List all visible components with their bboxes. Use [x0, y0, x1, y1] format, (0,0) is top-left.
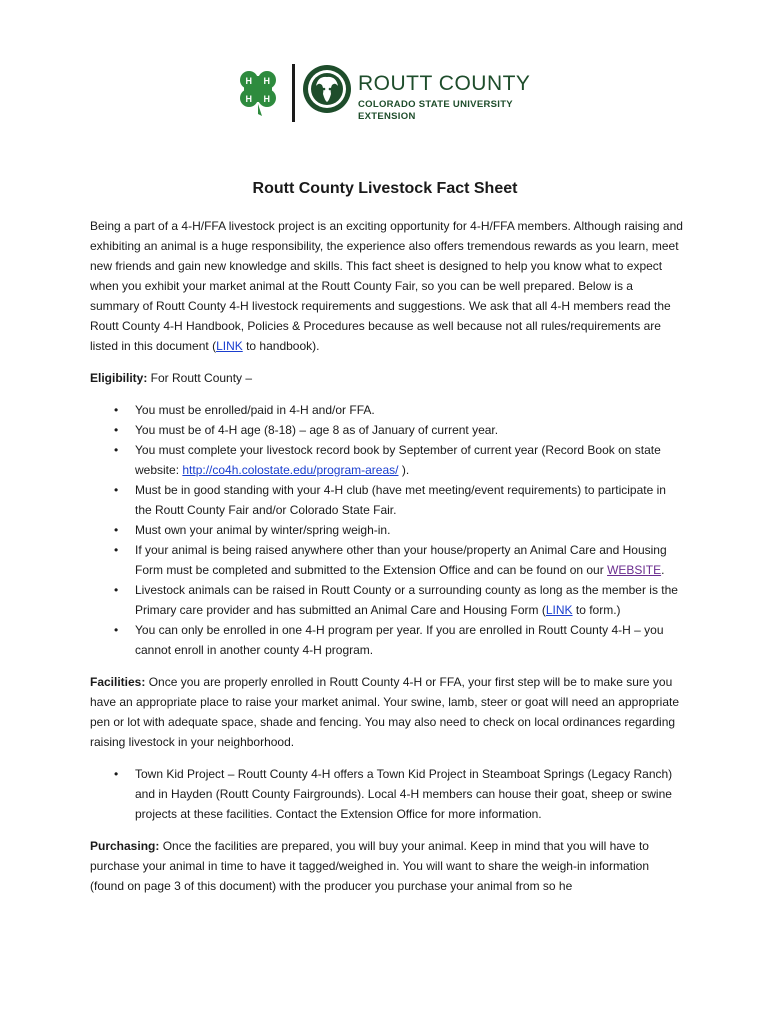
list-item: • Must be in good standing with your 4-H club (have met meeting/event requirements) to participate in the Routt County Fair and/or Colorado State Fair.	[90, 480, 685, 520]
form-link[interactable]: LINK	[545, 603, 573, 617]
list-item-text: Livestock animals can be raised in Routt County or a surrounding county as long as the member is the Primary care provider and has submitted an Animal Care and Housing Form (	[135, 583, 678, 617]
svg-text:H: H	[245, 76, 252, 86]
purchasing-heading: Purchasing:	[90, 839, 160, 853]
svg-text:H: H	[263, 94, 270, 104]
list-item	[90, 540, 685, 580]
4h-clover-logo	[232, 66, 284, 118]
list-item: • Must own your animal by winter/spring weigh-in.	[90, 520, 685, 540]
list-item: • Town Kid Project – Routt County 4-H offers a Town Kid Project in Steamboat Springs (Legacy Ranch) and in Hayden (Routt County Fairgrounds). Local 4-H members can house their goat, sheep or swine projects at these facilities. Contact the Extension Office for more information.	[90, 764, 685, 824]
facilities-heading: Facilities:	[90, 675, 146, 689]
intro-paragraph	[90, 216, 685, 356]
facilities-paragraph	[90, 672, 685, 752]
document-title: Routt County Livestock Fact Sheet	[252, 180, 518, 197]
csu-ram-seal	[302, 64, 352, 114]
eligibility-heading: Eligibility:	[90, 371, 148, 385]
list-item: • You must be enrolled/paid in 4-H and/or FFA.	[90, 400, 685, 420]
list-item	[90, 440, 685, 480]
record-book-link[interactable]: http://co4h.colostate.edu/program-areas/	[182, 463, 399, 477]
facilities-text: Once you are properly enrolled in Routt County 4-H or FFA, your first step will be to make sure you have an appropriate place to raise your market animal. Your swine, lamb, steer or goat will need an appropriate pen or lot with adequate space, shade and fencing. You may also need to check on local ordinances regarding raising livestock in your neighborhood.	[90, 675, 680, 749]
county-name: ROUTT COUNTY	[358, 72, 531, 95]
list-item-text: If your animal is being raised anywhere other than your house/property an Animal Care and Housing Form must be completed and submitted to the Extension Office and can be found on our	[135, 543, 667, 577]
document-body	[90, 216, 685, 908]
eligibility-text: For Routt County –	[147, 371, 253, 385]
brand-text	[358, 72, 530, 123]
list-item: • You must be of 4-H age (8-18) – age 8 as of January of current year.	[90, 420, 685, 440]
list-item: • You can only be enrolled in one 4-H program per year. If you are enrolled in Routt County 4-H – you cannot enroll in another county 4-H program.	[90, 620, 685, 660]
list-item-text: You must complete your livestock record book by September of current year (Record Book on state website:	[135, 443, 661, 477]
list-item-text: ).	[398, 463, 410, 477]
eligibility-paragraph	[90, 368, 685, 388]
header-logos	[232, 62, 542, 132]
list-item-text: to form.)	[572, 603, 621, 617]
handbook-link[interactable]: LINK	[216, 339, 243, 353]
csu-line-1: COLORADO STATE UNIVERSITY	[358, 99, 513, 110]
purchasing-text: Once the facilities are prepared, you will buy your animal. Keep in mind that you will have to purchase your animal in time to have it tagged/weighed in. You will want to share the weigh-in information (found on page 3 of this document) with the producer you purchase your animal from so he	[90, 839, 649, 893]
website-link[interactable]: WEBSITE	[607, 563, 662, 577]
facilities-list	[90, 764, 685, 824]
purchasing-paragraph	[90, 836, 685, 896]
svg-text:H: H	[263, 76, 270, 86]
list-item-text: .	[661, 563, 665, 577]
svg-text:H: H	[245, 94, 252, 104]
intro-text: Being a part of a 4-H/FFA livestock project is an exciting opportunity for 4-H/FFA members. Although raising and exhibiting an animal is a huge responsibility, the experience also offers tremendous rewards as you learn, meet new friends and gain new knowledge and skills. This fact sheet is designed to help you know what to expect when you exhibit your market animal at the Routt County Fair, so you can be well prepared. Below is a summary of Routt County 4-H livestock requirements and suggestions. We ask that all 4-H members read the Routt County 4-H Handbook, Policies & Procedures because as well because not all rules/requirements are listed in this document (	[90, 219, 683, 353]
intro-text-end: to handbook).	[242, 339, 320, 353]
divider-bar	[292, 64, 295, 122]
list-item	[90, 580, 685, 620]
csu-line-2: EXTENSION	[358, 111, 416, 122]
eligibility-list	[90, 400, 685, 660]
